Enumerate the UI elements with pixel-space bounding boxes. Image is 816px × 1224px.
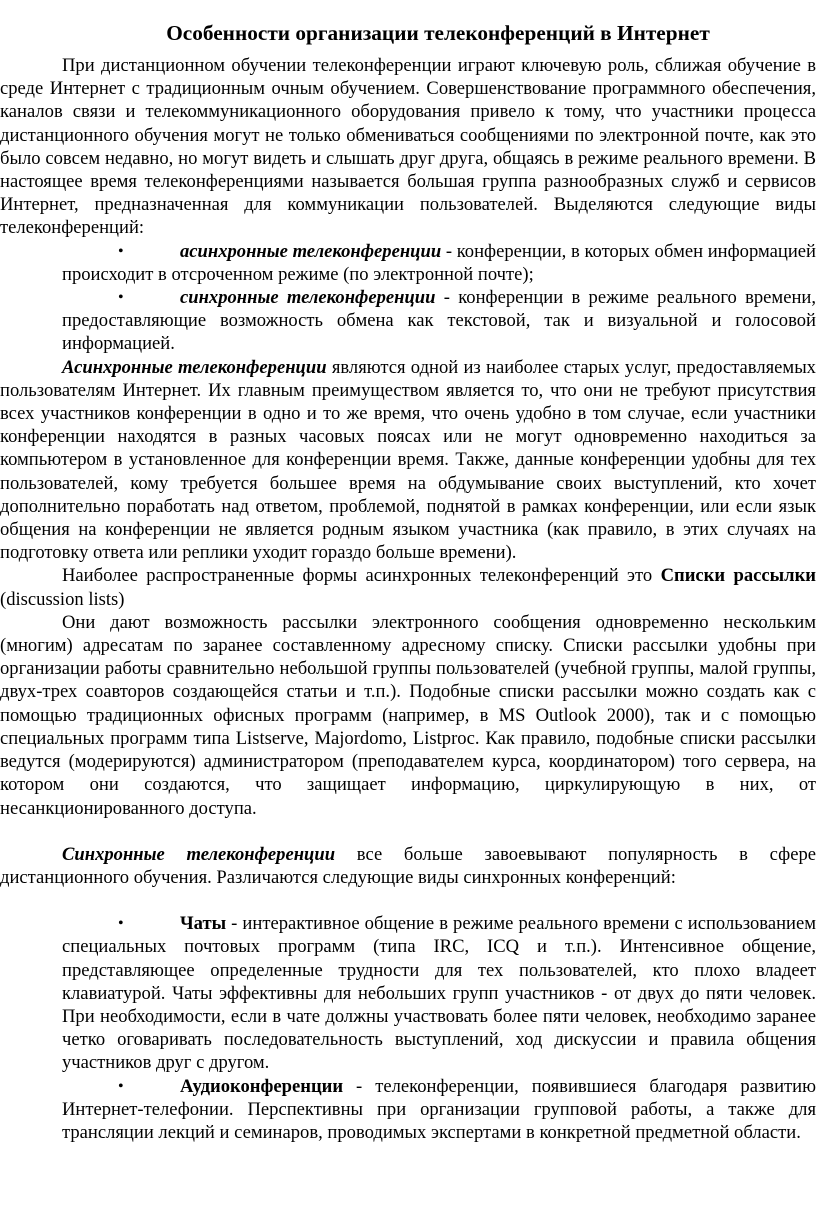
bullet-item — [0, 240, 816, 286]
intro-paragraph: При дистанционном обучении телеконференции играют ключевую роль, сближая обучение в среде Интернет с традиционным очным обучением. Совершенствование программного обеспечения, каналов связи и телекоммуникационного оборудования привело к тому, что участники процесса дистанционного обучения могут не только обмениваться сообщениями по электронной почте, как это было совсем недавно, но могут видеть и слышать друг друга, общаясь в режиме реального времени. В настоящее время телеконференциями называется большая группа разнообразных служб и сервисов Интернет, предназначенная для коммуникации пользователей. Выделяются следующие виды телеконференций: — [0, 55, 816, 239]
bullet-item — [0, 1075, 816, 1145]
bullet-text: - телеконференции, появившиеся благодаря развитию Интернет-телефонии. Перспективны при организации групповой работы, а также для трансляции лекций и семинаров, проводимых экспертами в конкретной предметной области. — [62, 1075, 816, 1143]
bullet-item — [0, 912, 816, 1074]
document-page — [0, 20, 816, 1144]
async-paragraph — [0, 356, 816, 565]
bullet-icon: • — [118, 289, 124, 307]
spacer — [0, 889, 816, 912]
bullet-term: Аудиоконференции — [180, 1075, 344, 1097]
bullet-text: - конференции в режиме реального времени, предоставляющие возможность обмена как текстовой, так и визуальной и голосовой информацией. — [62, 287, 816, 355]
page-title: Особенности организации телеконференций в Интернет — [166, 21, 710, 45]
bullet-term: Чаты — [180, 913, 227, 935]
lists-tail: (discussion lists) — [0, 588, 125, 610]
spacer — [0, 820, 816, 843]
sync-text: все больше завоевывают популярность в сфере дистанционного обучения. Различаются следующие виды синхронных конференций: — [0, 843, 816, 888]
bullet-icon: • — [118, 242, 124, 260]
bullet-item — [0, 286, 816, 356]
async-text: являются одной из наиболее старых услуг, предоставляемых пользователям Интернет. Их главным преимуществом является то, что они не требуют присутствия всех участников конференции в одно и то же время, что очень удобно в том случае, если участники конференции находятся в разных часовых поясах или не могут одновременно находиться за компьютером в установленное для конференции время. Также, данные конференции удобны для тех пользователей, кому требуется большее время на обдумывание своих выступлений, кто хочет дополнительно поработать над ответом, проблемой, поднятой в рамках конференции, или если язык общения на конференции не является родным языком участника (как правило, в этих случаях на подготовку ответа или реплики уходит гораздо больше времени). — [0, 356, 816, 564]
lists-lead: Наиболее распространенные формы асинхронных телеконференций это — [62, 565, 661, 587]
bullet-icon: • — [118, 915, 124, 933]
bullet-text: - интерактивное общение в режиме реального времени с использованием специальных почтовых программ (типа IRC, ICQ и т.п.). Интенсивное общение, представляющее определенные трудности для тех пользователей, кто плохо владеет клавиатурой. Чаты эффективны для небольших групп участников - от двух до пяти человек. При необходимости, если в чате должны участвовать более пяти человек, необходимо заранее четко оговаривать последовательность выступлений, ход дискуссии и правила общения участников друг с другом. — [62, 913, 816, 1074]
async-term: Асинхронные телеконференции — [62, 356, 327, 378]
bullet-term: синхронные телеконференции — [180, 287, 436, 309]
bullet-icon: • — [118, 1077, 124, 1095]
sync-term: Синхронные телеконференции — [62, 843, 336, 865]
lists-term: Списки рассылки — [660, 565, 816, 587]
sync-paragraph — [0, 843, 816, 889]
lists-description: Они дают возможность рассылки электронного сообщения одновременно нескольким (многим) адресатам по заранее составленному адресному списку. Списки рассылки удобны при организации работы сравнительно небольшой группы пользователей (учебной группы, малой группы, двух-трех соавторов создающейся статьи и т.п.). Подобные списки рассылки можно создать как с помощью традиционных офисных программ (например, в MS Outlook 2000), так и с помощью специальных программ типа Listserve, Majordomo, Listproc. Как правило, подобные списки рассылки ведутся (модерируются) администратором (преподавателем курса, координатором) того сервера, на котором они создаются, что защищает информацию, циркулирующую в них, от несанкционированного доступа. — [0, 611, 816, 819]
bullet-term: асинхронные телеконференции — [180, 240, 442, 262]
bullet-text: - конференции, в которых обмен информацией происходит в отсроченном режиме (по электронной почте); — [62, 240, 816, 285]
lists-paragraph — [0, 564, 816, 610]
